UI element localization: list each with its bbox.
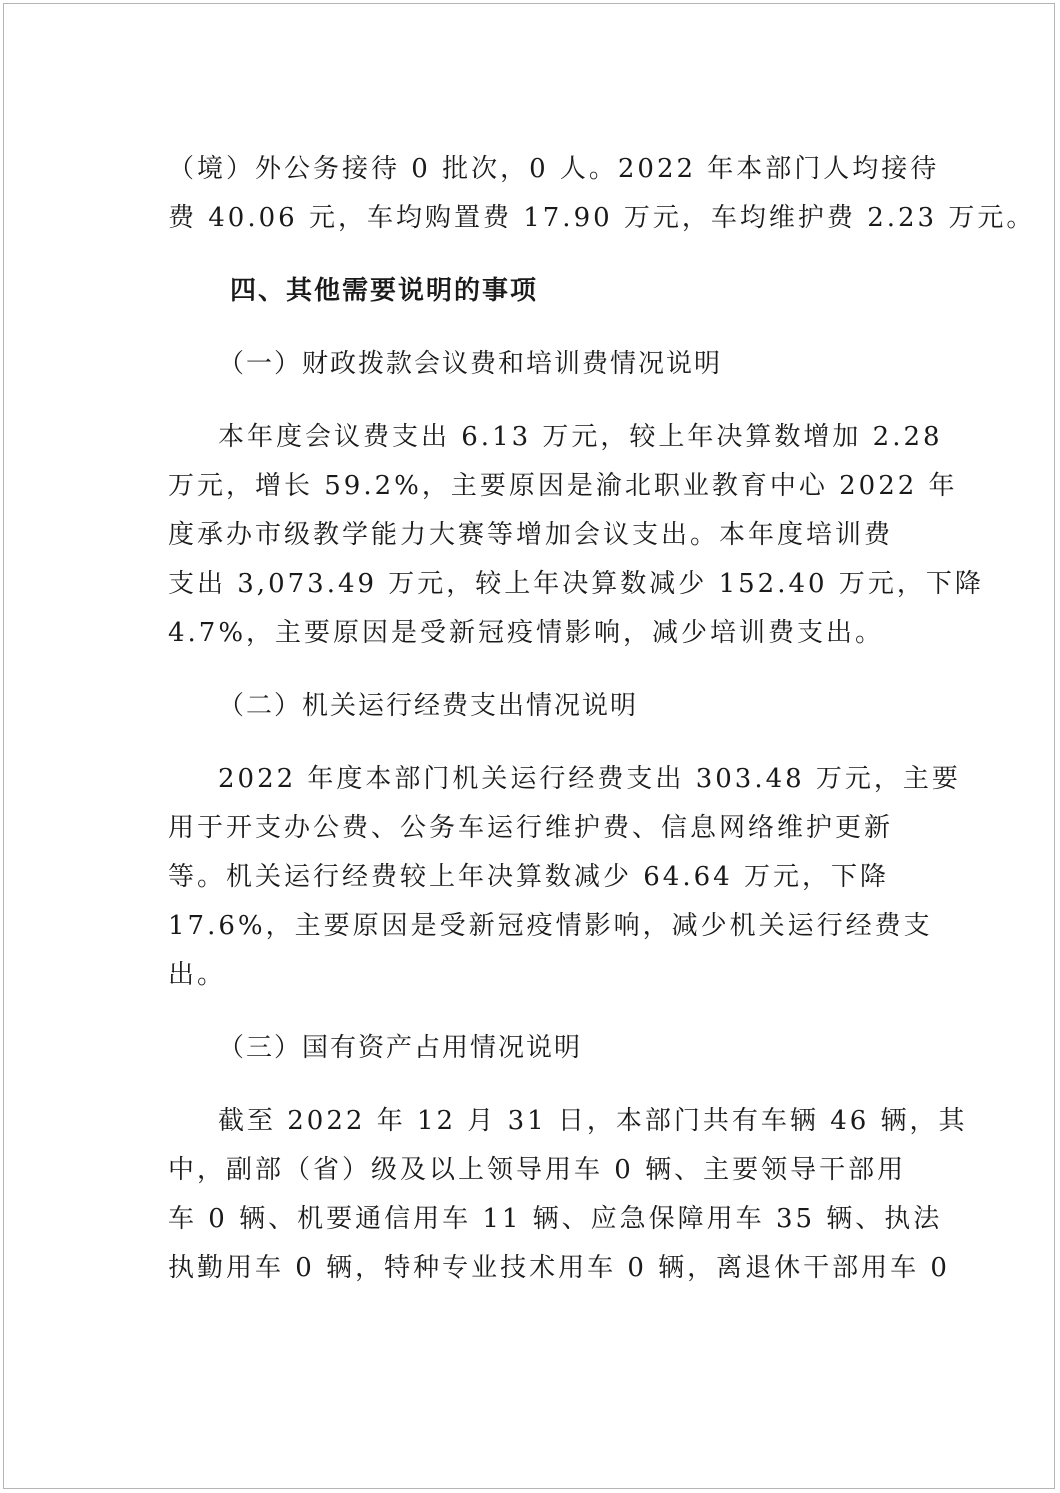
sub1-paragraph	[168, 413, 984, 658]
sub2-heading: （二）机关运行经费支出情况说明	[218, 691, 639, 721]
sub2-line-3: 等。机关运行经费较上年决算数减少 64.64 万元，下降	[168, 862, 889, 892]
sub3-line-1: 截至 2022 年 12 月 31 日，本部门共有车辆 46 辆，其	[218, 1106, 968, 1136]
sub3-line-2: 中，副部（省）级及以上领导用车 0 辆、主要领导干部用	[168, 1155, 907, 1185]
sub2-line-4: 17.6%，主要原因是受新冠疫情影响，减少机关运行经费支	[168, 911, 933, 941]
document-page	[3, 3, 1055, 1489]
sub1-line-2: 万元，增长 59.2%，主要原因是渝北职业教育中心 2022 年	[168, 471, 958, 501]
sub1-line-1: 本年度会议费支出 6.13 万元，较上年决算数增加 2.28	[218, 422, 943, 452]
sub1-line-5: 4.7%，主要原因是受新冠疫情影响，减少培训费支出。	[168, 618, 885, 648]
sub1-line-3: 度承办市级教学能力大赛等增加会议支出。本年度培训费	[168, 520, 894, 550]
sub2-line-1: 2022 年度本部门机关运行经费支出 303.48 万元，主要	[218, 764, 961, 794]
sub2-paragraph	[168, 755, 961, 1000]
section-four-heading: 四、其他需要说明的事项	[230, 276, 539, 306]
sub1-heading: （一）财政拨款会议费和培训费情况说明	[218, 349, 723, 379]
sub2-line-5: 出。	[168, 960, 227, 990]
intro-line-2: 费 40.06 元，车均购置费 17.90 万元，车均维护费 2.23 万元。	[168, 203, 1036, 233]
intro-paragraph	[168, 145, 1036, 243]
sub1-line-4: 支出 3,073.49 万元，较上年决算数减少 152.40 万元，下降	[168, 569, 984, 599]
sub3-paragraph	[168, 1097, 968, 1293]
sub3-line-4: 执勤用车 0 辆，特种专业技术用车 0 辆，离退休干部用车 0	[168, 1253, 950, 1283]
document-body	[168, 145, 1036, 1293]
intro-line-1: （境）外公务接待 0 批次，0 人。2022 年本部门人均接待	[168, 154, 940, 184]
sub2-line-2: 用于开支办公费、公务车运行维护费、信息网络维护更新	[168, 813, 894, 843]
sub3-line-3: 车 0 辆、机要通信用车 11 辆、应急保障用车 35 辆、执法	[168, 1204, 943, 1234]
sub3-heading: （三）国有资产占用情况说明	[218, 1033, 583, 1063]
